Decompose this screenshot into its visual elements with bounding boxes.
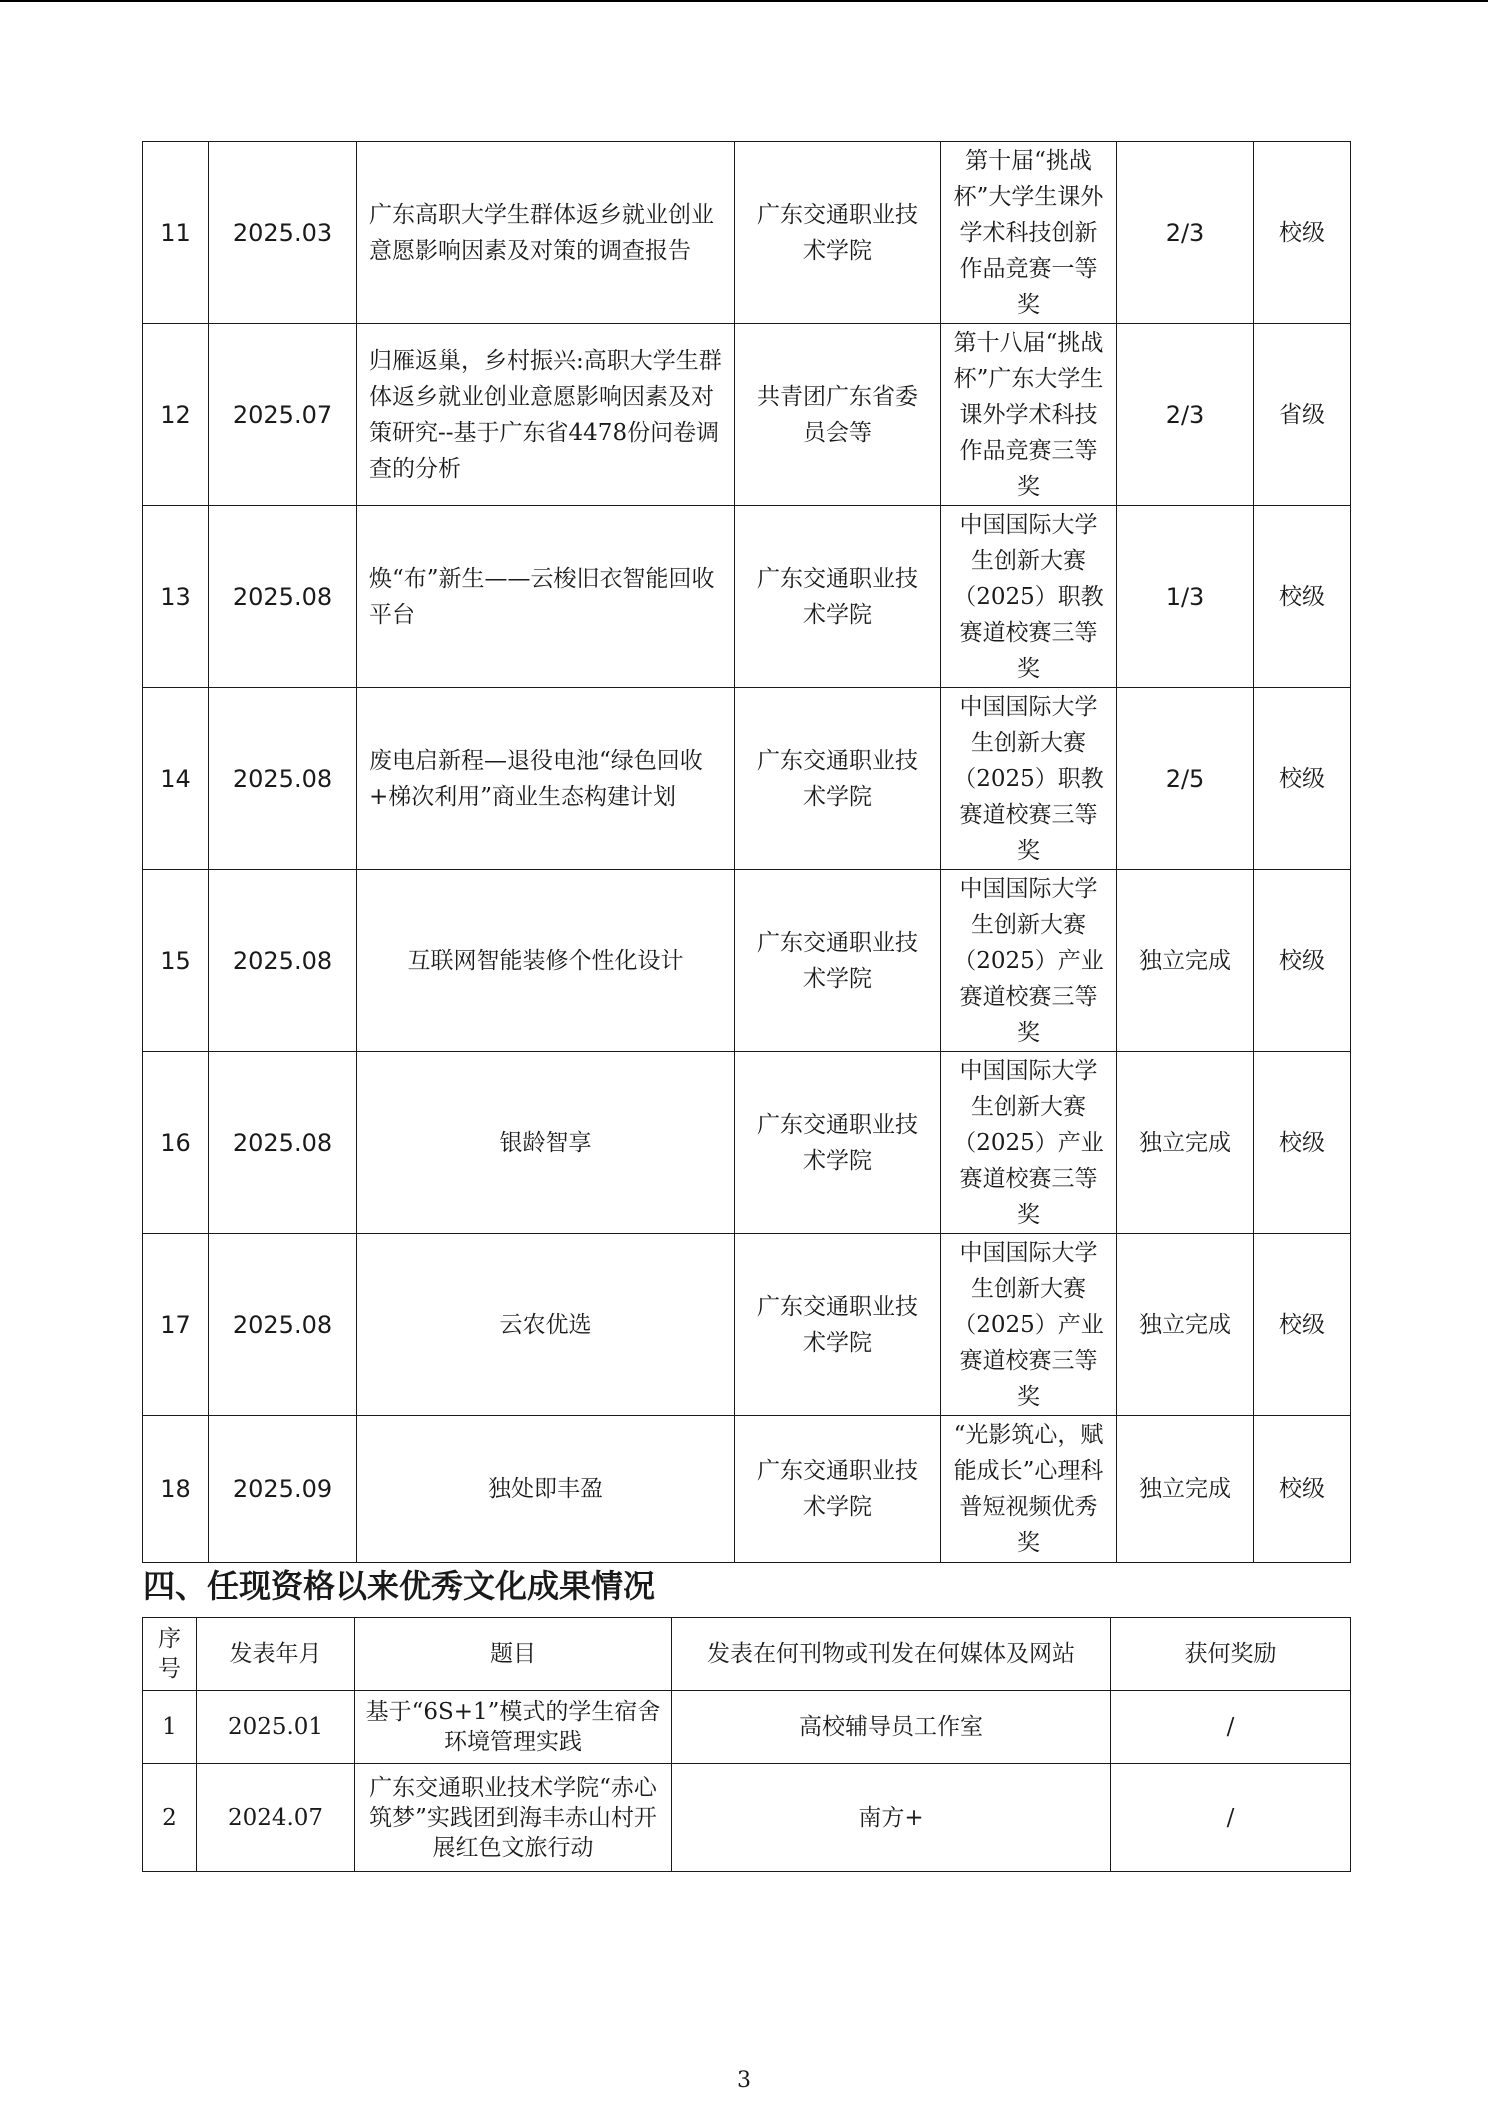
- row-rank: 2/5: [1117, 688, 1254, 870]
- table-row: [143, 1764, 1351, 1872]
- row-title: 废电启新程—退役电池“绿色回收+梯次利用”商业生态构建计划: [357, 688, 735, 870]
- row-title: 归雁返巢，乡村振兴:高职大学生群体返乡就业创业意愿影响因素及对策研究--基于广东省4478份问卷调查的分析: [357, 324, 735, 506]
- row-level: 校级: [1254, 1234, 1351, 1416]
- row-rank: 2/3: [1117, 324, 1254, 506]
- table-row: [143, 688, 1351, 870]
- table-row: [143, 324, 1351, 506]
- row-title: 独处即丰盈: [357, 1416, 735, 1563]
- section-heading: 四、任现资格以来优秀文化成果情况: [143, 1567, 656, 1605]
- row-date: 2025.08: [209, 870, 357, 1052]
- row-unit: 广东交通职业技术学院: [735, 1416, 941, 1563]
- header-media: 发表在何刊物或刊发在何媒体及网站: [672, 1618, 1111, 1691]
- row-rank: 独立完成: [1117, 870, 1254, 1052]
- row-date: 2024.07: [197, 1764, 355, 1872]
- row-number: 12: [143, 324, 209, 506]
- row-date: 2025.03: [209, 142, 357, 324]
- row-unit: 广东交通职业技术学院: [735, 142, 941, 324]
- row-rank: 独立完成: [1117, 1416, 1254, 1563]
- row-title: 焕“布”新生——云梭旧衣智能回收平台: [357, 506, 735, 688]
- row-date: 2025.01: [197, 1691, 355, 1764]
- row-unit: 广东交通职业技术学院: [735, 1052, 941, 1234]
- row-media: 南方+: [672, 1764, 1111, 1872]
- table-row: [143, 1691, 1351, 1764]
- row-title: 广东高职大学生群体返乡就业创业意愿影响因素及对策的调查报告: [357, 142, 735, 324]
- row-level: 校级: [1254, 506, 1351, 688]
- row-date: 2025.07: [209, 324, 357, 506]
- row-number: 18: [143, 1416, 209, 1563]
- row-award: 中国国际大学生创新大赛（2025）职教赛道校赛三等奖: [941, 688, 1117, 870]
- row-award: “光影筑心，赋能成长”心理科普短视频优秀奖: [941, 1416, 1117, 1563]
- row-number: 13: [143, 506, 209, 688]
- row-title: 广东交通职业技术学院“赤心筑梦”实践团到海丰赤山村开展红色文旅行动: [355, 1764, 672, 1872]
- row-date: 2025.08: [209, 688, 357, 870]
- row-award: /: [1111, 1691, 1351, 1764]
- table-header-row: [143, 1618, 1351, 1691]
- row-unit: 共青团广东省委员会等: [735, 324, 941, 506]
- row-award: 第十届“挑战杯”大学生课外学术科技创新作品竞赛一等奖: [941, 142, 1117, 324]
- row-rank: 独立完成: [1117, 1234, 1254, 1416]
- row-unit: 广东交通职业技术学院: [735, 688, 941, 870]
- row-unit: 广东交通职业技术学院: [735, 506, 941, 688]
- row-award: 第十八届“挑战杯”广东大学生课外学术科技作品竞赛三等奖: [941, 324, 1117, 506]
- row-award: 中国国际大学生创新大赛（2025）产业赛道校赛三等奖: [941, 1052, 1117, 1234]
- header-date: 发表年月: [197, 1618, 355, 1691]
- row-award: /: [1111, 1764, 1351, 1872]
- row-level: 校级: [1254, 142, 1351, 324]
- row-number: 14: [143, 688, 209, 870]
- row-number: 1: [143, 1691, 197, 1764]
- row-award: 中国国际大学生创新大赛（2025）产业赛道校赛三等奖: [941, 1234, 1117, 1416]
- table-row: [143, 142, 1351, 324]
- row-award: 中国国际大学生创新大赛（2025）职教赛道校赛三等奖: [941, 506, 1117, 688]
- row-title: 基于“6S+1”模式的学生宿舍环境管理实践: [355, 1691, 672, 1764]
- row-number: 17: [143, 1234, 209, 1416]
- row-title: 云农优选: [357, 1234, 735, 1416]
- row-level: 校级: [1254, 870, 1351, 1052]
- row-date: 2025.08: [209, 506, 357, 688]
- row-media: 高校辅导员工作室: [672, 1691, 1111, 1764]
- row-level: 省级: [1254, 324, 1351, 506]
- row-number: 16: [143, 1052, 209, 1234]
- header-no: 序号: [143, 1618, 197, 1691]
- cultural-achievements-table: [142, 1617, 1351, 1872]
- row-rank: 独立完成: [1117, 1052, 1254, 1234]
- row-title: 银龄智享: [357, 1052, 735, 1234]
- row-rank: 2/3: [1117, 142, 1254, 324]
- row-number: 11: [143, 142, 209, 324]
- row-level: 校级: [1254, 1052, 1351, 1234]
- header-award: 获何奖励: [1111, 1618, 1351, 1691]
- top-border-line: [0, 0, 1488, 2]
- table-row: [143, 506, 1351, 688]
- row-date: 2025.09: [209, 1416, 357, 1563]
- row-date: 2025.08: [209, 1234, 357, 1416]
- row-number: 2: [143, 1764, 197, 1872]
- page-number: 3: [737, 2068, 751, 2093]
- row-number: 15: [143, 870, 209, 1052]
- row-unit: 广东交通职业技术学院: [735, 870, 941, 1052]
- table-row: [143, 1052, 1351, 1234]
- row-rank: 1/3: [1117, 506, 1254, 688]
- row-level: 校级: [1254, 1416, 1351, 1563]
- row-unit: 广东交通职业技术学院: [735, 1234, 941, 1416]
- table-row: [143, 870, 1351, 1052]
- achievements-table: [142, 141, 1351, 1563]
- row-date: 2025.08: [209, 1052, 357, 1234]
- header-title: 题目: [355, 1618, 672, 1691]
- row-title: 互联网智能装修个性化设计: [357, 870, 735, 1052]
- table-row: [143, 1416, 1351, 1563]
- row-award: 中国国际大学生创新大赛（2025）产业赛道校赛三等奖: [941, 870, 1117, 1052]
- table-row: [143, 1234, 1351, 1416]
- row-level: 校级: [1254, 688, 1351, 870]
